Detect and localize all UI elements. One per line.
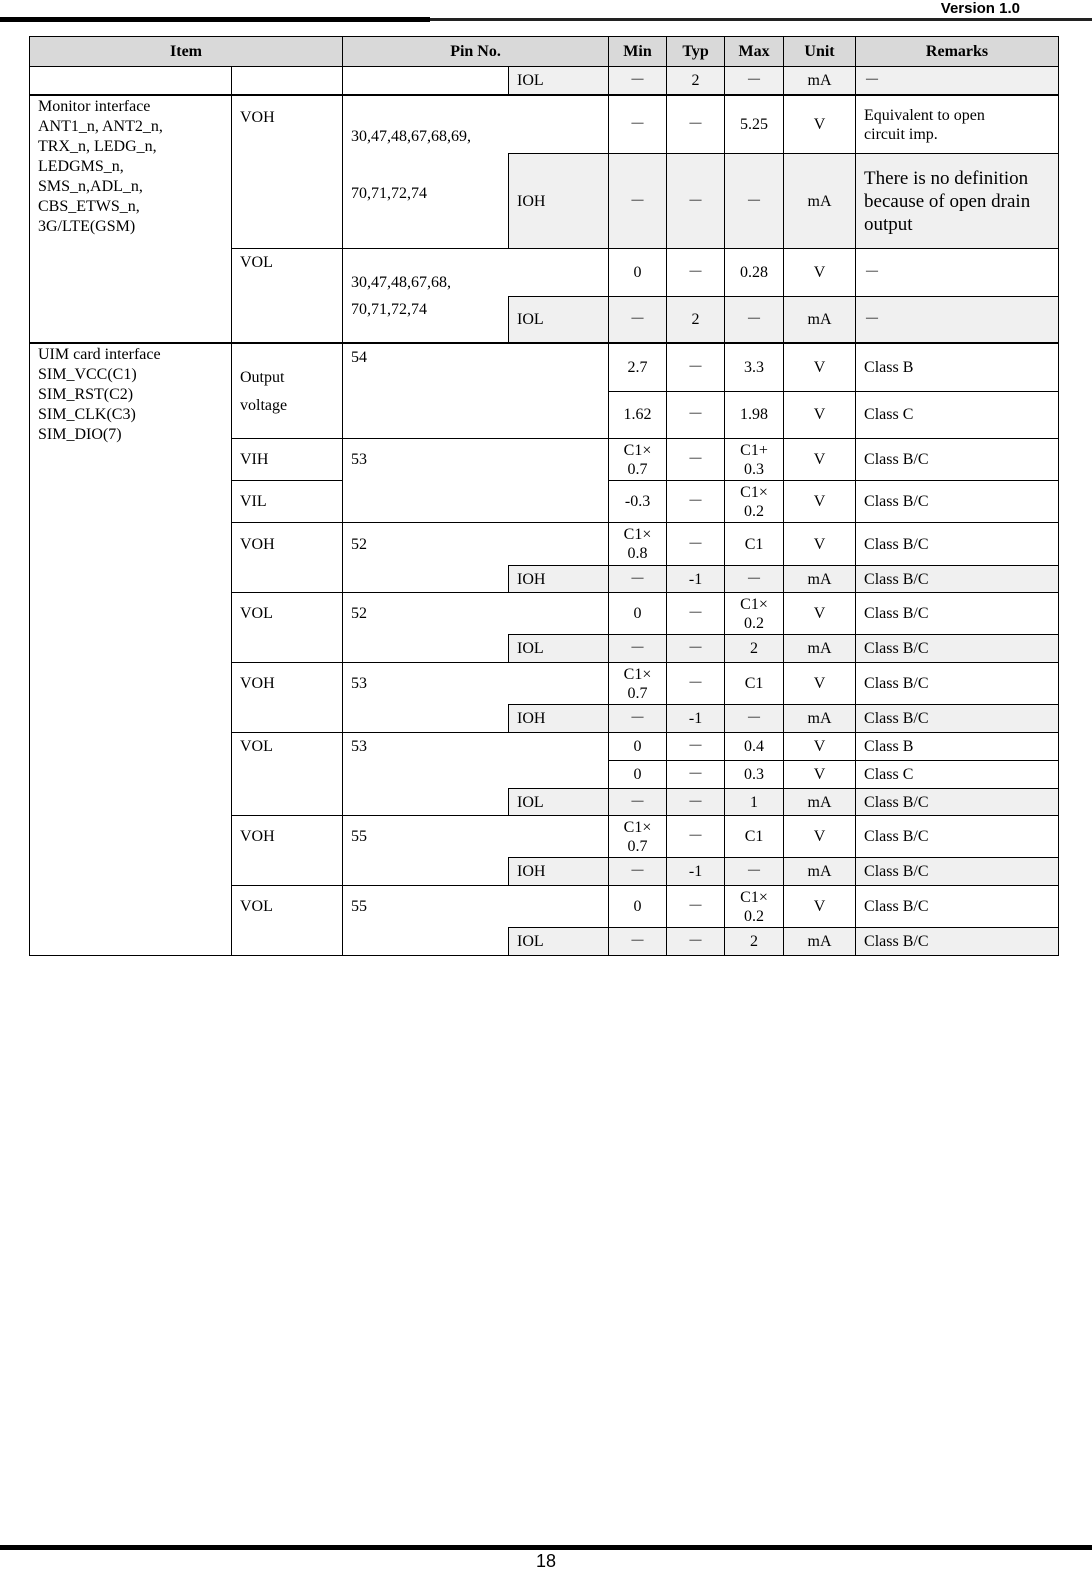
sub-param-cell: IOH	[508, 705, 609, 733]
pin-line: 30,47,48,67,68,	[351, 273, 452, 291]
typ-cell: －	[667, 663, 725, 705]
min-cell: 1.62	[609, 392, 667, 440]
typ-cell: －	[667, 344, 725, 392]
page-number: 18	[535, 1551, 557, 1571]
min-cell: 0	[609, 761, 667, 789]
pin-line: 30,47,48,67,68,69,	[351, 128, 472, 145]
max-cell: C1	[725, 663, 784, 705]
param-cell: VOL	[232, 886, 343, 956]
unit-cell: V	[784, 481, 856, 523]
remarks-cell: －	[856, 67, 1059, 96]
pin-cell	[343, 96, 508, 249]
remarks-cell: Class B/C	[856, 663, 1059, 705]
sub-param-cell: IOL	[508, 635, 609, 663]
max-cell: 0.4	[725, 733, 784, 761]
unit-cell: mA	[784, 67, 856, 96]
remarks-cell: Class B	[856, 733, 1059, 761]
version-label: Version 1.0	[940, 0, 1020, 17]
min-cell: C1× 0.7	[609, 663, 667, 705]
max-cell: C1× 0.2	[725, 481, 784, 523]
typ-cell: 2	[667, 297, 725, 344]
unit-cell: mA	[784, 635, 856, 663]
sub-param-cell	[508, 523, 609, 566]
min-cell: 0	[609, 733, 667, 761]
pin-line: 70,71,72,74	[351, 185, 428, 202]
sub-param-cell	[508, 733, 609, 789]
max-cell: －	[725, 566, 784, 593]
typ-cell: －	[667, 761, 725, 789]
unit-cell: V	[784, 886, 856, 928]
typ-cell: -1	[667, 566, 725, 593]
min-cell: C1× 0.7	[609, 439, 667, 481]
typ-cell: －	[667, 733, 725, 761]
max-cell: －	[725, 67, 784, 96]
item-uim-card-interface: UIM card interface SIM_VCC(C1) SIM_RST(C2) SIM_CLK(C3) SIM_DIO(7)	[30, 344, 232, 956]
max-cell: 3.3	[725, 344, 784, 392]
typ-cell: －	[667, 886, 725, 928]
pin-cell: 52	[343, 593, 508, 663]
col-header-pin: Pin No.	[343, 37, 609, 67]
unit-cell: mA	[784, 154, 856, 249]
typ-cell: －	[667, 789, 725, 816]
min-cell: －	[609, 705, 667, 733]
unit-cell: V	[784, 663, 856, 705]
max-cell: 1	[725, 789, 784, 816]
remarks-cell: Class B/C	[856, 439, 1059, 481]
max-cell: 0.28	[725, 249, 784, 297]
typ-cell: －	[667, 635, 725, 663]
unit-cell: V	[784, 249, 856, 297]
unit-cell: V	[784, 761, 856, 789]
unit-cell: V	[784, 392, 856, 440]
remarks-cell: Class B/C	[856, 705, 1059, 733]
typ-cell: -1	[667, 705, 725, 733]
remarks-cell: There is no definition because of open drain output	[856, 154, 1059, 249]
typ-cell: －	[667, 593, 725, 635]
typ-cell: －	[667, 439, 725, 481]
remarks-cell: Equivalent to open circuit imp.	[856, 96, 1059, 154]
unit-cell: mA	[784, 705, 856, 733]
remarks-cell: Class C	[856, 761, 1059, 789]
sub-param-cell: IOL	[508, 928, 609, 956]
pin-cell: 52	[343, 523, 508, 593]
typ-cell: －	[667, 928, 725, 956]
header-rule-right	[430, 18, 1092, 21]
electrical-characteristics-table	[29, 36, 1059, 956]
typ-cell: －	[667, 816, 725, 858]
unit-cell: mA	[784, 297, 856, 344]
typ-cell: －	[667, 154, 725, 249]
remarks-cell: Class B/C	[856, 816, 1059, 858]
param-line: voltage	[240, 396, 288, 414]
param-cell: VOL	[232, 733, 343, 816]
max-cell: 0.3	[725, 761, 784, 789]
pin-cell: 53	[343, 663, 508, 733]
max-cell: C1× 0.2	[725, 886, 784, 928]
col-header-remarks: Remarks	[856, 37, 1059, 67]
unit-cell: mA	[784, 928, 856, 956]
item-monitor-interface: Monitor interface ANT1_n, ANT2_n, TRX_n, LEDG_n, LEDGMS_n, SMS_n,ADL_n, CBS_ETWS_n, 3G/LTE(GSM)	[30, 96, 232, 344]
min-cell: 0	[609, 593, 667, 635]
min-cell: －	[609, 297, 667, 344]
typ-cell: －	[667, 392, 725, 440]
unit-cell: mA	[784, 858, 856, 886]
min-cell: 0	[609, 886, 667, 928]
min-cell: －	[609, 566, 667, 593]
param-cell: VIL	[232, 481, 343, 523]
unit-cell: mA	[784, 566, 856, 593]
header-rule	[0, 17, 430, 22]
sub-param-cell	[508, 816, 609, 858]
max-cell: 2	[725, 635, 784, 663]
unit-cell: V	[784, 733, 856, 761]
max-cell: 2	[725, 928, 784, 956]
pin-cell: 54	[343, 344, 609, 439]
unit-cell: V	[784, 593, 856, 635]
unit-cell: mA	[784, 789, 856, 816]
param-cell: VOH	[232, 523, 343, 593]
sub-param-cell: IOL	[508, 297, 609, 344]
pin-cell: 55	[343, 886, 508, 956]
unit-cell: V	[784, 96, 856, 154]
max-cell: －	[725, 858, 784, 886]
min-cell: -0.3	[609, 481, 667, 523]
typ-cell: －	[667, 523, 725, 566]
col-header-unit: Unit	[784, 37, 856, 67]
param-cell: VOL	[232, 593, 343, 663]
unit-cell: V	[784, 344, 856, 392]
typ-cell: -1	[667, 858, 725, 886]
remarks-cell: Class B/C	[856, 566, 1059, 593]
max-cell: 5.25	[725, 96, 784, 154]
table-row	[30, 344, 1059, 392]
param-cell: VIH	[232, 439, 343, 481]
unit-cell: V	[784, 439, 856, 481]
col-header-item: Item	[30, 37, 343, 67]
pin-cell: 55	[343, 816, 508, 886]
remarks-cell: －	[856, 249, 1059, 297]
typ-cell: －	[667, 249, 725, 297]
sub-param-cell: IOL	[508, 789, 609, 816]
item-cell	[30, 67, 232, 96]
sub-param-cell: IOL	[508, 67, 609, 96]
pin-cell	[343, 249, 508, 344]
min-cell: －	[609, 789, 667, 816]
sub-param-cell	[508, 249, 609, 297]
typ-cell: 2	[667, 67, 725, 96]
pin-cell: 53	[343, 733, 508, 816]
col-header-min: Min	[609, 37, 667, 67]
remarks-cell: Class B/C	[856, 481, 1059, 523]
param-cell: VOH	[232, 816, 343, 886]
table-row	[30, 96, 1059, 154]
max-cell: －	[725, 154, 784, 249]
min-cell: 2.7	[609, 344, 667, 392]
remarks-cell: Class B	[856, 344, 1059, 392]
unit-cell: V	[784, 816, 856, 858]
remarks-cell: Class B/C	[856, 789, 1059, 816]
remarks-cell: Class B/C	[856, 858, 1059, 886]
min-cell: 0	[609, 249, 667, 297]
sub-param-cell: IOH	[508, 566, 609, 593]
table-header-row	[30, 37, 1059, 67]
min-cell: －	[609, 635, 667, 663]
min-cell: －	[609, 67, 667, 96]
table-row	[30, 67, 1059, 96]
param-cell	[232, 344, 343, 439]
typ-cell: －	[667, 481, 725, 523]
sub-param-cell	[508, 886, 609, 928]
max-cell: C1× 0.2	[725, 593, 784, 635]
min-cell: －	[609, 154, 667, 249]
min-cell: C1× 0.7	[609, 816, 667, 858]
remarks-cell: Class B/C	[856, 593, 1059, 635]
param-cell: VOH	[232, 96, 343, 249]
param-cell: VOL	[232, 249, 343, 344]
min-cell: C1× 0.8	[609, 523, 667, 566]
max-cell: C1+ 0.3	[725, 439, 784, 481]
col-header-typ: Typ	[667, 37, 725, 67]
max-cell: －	[725, 705, 784, 733]
remarks-cell: －	[856, 297, 1059, 344]
remarks-cell: Class B/C	[856, 886, 1059, 928]
min-cell: －	[609, 96, 667, 154]
param-cell	[232, 67, 343, 96]
sub-param-cell: IOH	[508, 154, 609, 249]
col-header-max: Max	[725, 37, 784, 67]
max-cell: 1.98	[725, 392, 784, 440]
sub-param-cell	[508, 96, 609, 154]
param-line: Output	[240, 368, 285, 386]
max-cell: C1	[725, 523, 784, 566]
sub-param-cell	[508, 663, 609, 705]
max-cell: C1	[725, 816, 784, 858]
sub-param-cell: IOH	[508, 858, 609, 886]
typ-cell: －	[667, 96, 725, 154]
pin-line: 70,71,72,74	[351, 301, 428, 318]
remarks-cell: Class B/C	[856, 635, 1059, 663]
footer-rule	[0, 1545, 1092, 1550]
sub-param-cell	[508, 593, 609, 635]
min-cell: －	[609, 858, 667, 886]
min-cell: －	[609, 928, 667, 956]
remarks-cell: Class B/C	[856, 928, 1059, 956]
remarks-cell: Class C	[856, 392, 1059, 440]
max-cell: －	[725, 297, 784, 344]
pin-cell: 53	[343, 439, 609, 523]
param-cell: VOH	[232, 663, 343, 733]
remarks-cell: Class B/C	[856, 523, 1059, 566]
unit-cell: V	[784, 523, 856, 566]
pin-cell	[343, 67, 508, 96]
